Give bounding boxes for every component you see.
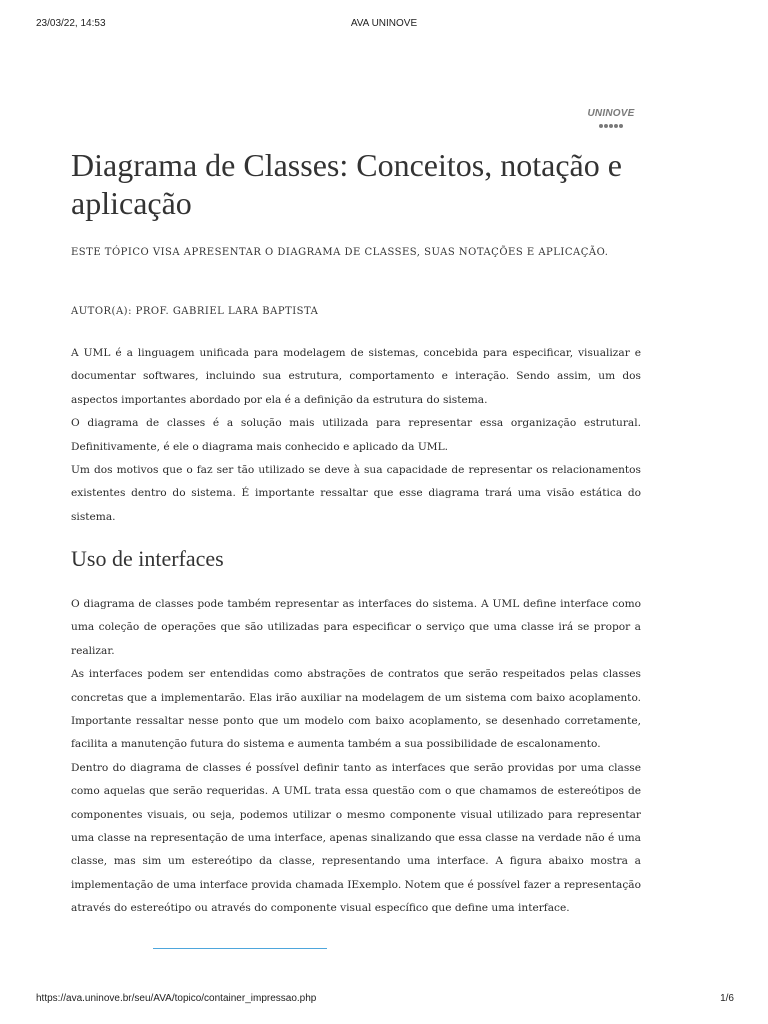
paragraph: As interfaces podem ser entendidas como abstrações de contratos que serão respeitados pelas classes concretas que a implementarão. Elas irão auxiliar na modelagem de um sistema com baixo acoplamento. Importante ressaltar nesse ponto que um modelo com baixo acoplamento, se desenhado corretamente, facilita a manutenção futura do sistema e aumenta também a sua possibilidade de escalonamento. [71,668,641,751]
intro-body [71,342,641,529]
article-subtitle: ESTE TÓPICO VISA APRESENTAR O DIAGRAMA DE CLASSES, SUAS NOTAÇÕES E APLICAÇÃO. [71,247,609,258]
paragraph: Dentro do diagrama de classes é possível definir tanto as interfaces que serão providas por uma classe como aquelas que serão requeridas. A UML trata essa questão com o que chamamos de estereótipos de componentes visuais, ou seja, podemos utilizar o mesmo componente visual utilizado para representar uma classe na representação de uma interface, apenas sinalizando que essa classe na verdade não é uma classe, mas sim um estereótipo da classe, representando uma interface. A figura abaixo mostra a implementação de uma interface provida chamada IExemplo. Notem que é possível fazer a representação através do estereótipo ou através do componente visual específico que define uma interface. [71,761,641,915]
uninove-logo [585,108,637,130]
print-footer [0,993,768,1007]
paragraph: O diagrama de classes é a solução mais utilizada para representar essa organização estrutural. Definitivamente, é ele o diagrama mais conhecido e aplicado da UML. [71,417,641,453]
section-body [71,593,641,921]
section-heading: Uso de interfaces [71,546,224,571]
page-url: https://ava.uninove.br/seu/AVA/topico/container_impressao.php [36,993,317,1004]
print-datetime: 23/03/22, 14:53 [36,18,106,29]
logo-text: UNINOVE [587,108,635,119]
paragraph: A UML é a linguagem unificada para modelagem de sistemas, concebida para especificar, visualizar e documentar softwares, incluindo sua estrutura, comportamento e interação. Sendo assim, um dos aspectos importantes abordado por ela é a definição da estrutura do sistema. [71,347,641,406]
figure-divider [153,948,327,949]
print-page-title: AVA UNINOVE [350,18,418,29]
paragraph: Um dos motivos que o faz ser tão utilizado se deve à sua capacidade de representar os relacionamentos existentes dentro do sistema. É importante ressaltar que esse diagrama trará uma visão estática do sistema. [71,464,641,523]
logo-dots [585,120,637,128]
page-title: Diagrama de Classes: Conceitos, notação e aplicação [71,147,622,221]
print-header [0,18,768,32]
article-author: AUTOR(A): PROF. GABRIEL LARA BAPTISTA [71,306,319,317]
page-number: 1/6 [720,993,734,1004]
paragraph: O diagrama de classes pode também representar as interfaces do sistema. A UML define interface como uma coleção de operações que são utilizadas para especificar o serviço que uma classe irá se propor a realizar. [71,598,641,657]
